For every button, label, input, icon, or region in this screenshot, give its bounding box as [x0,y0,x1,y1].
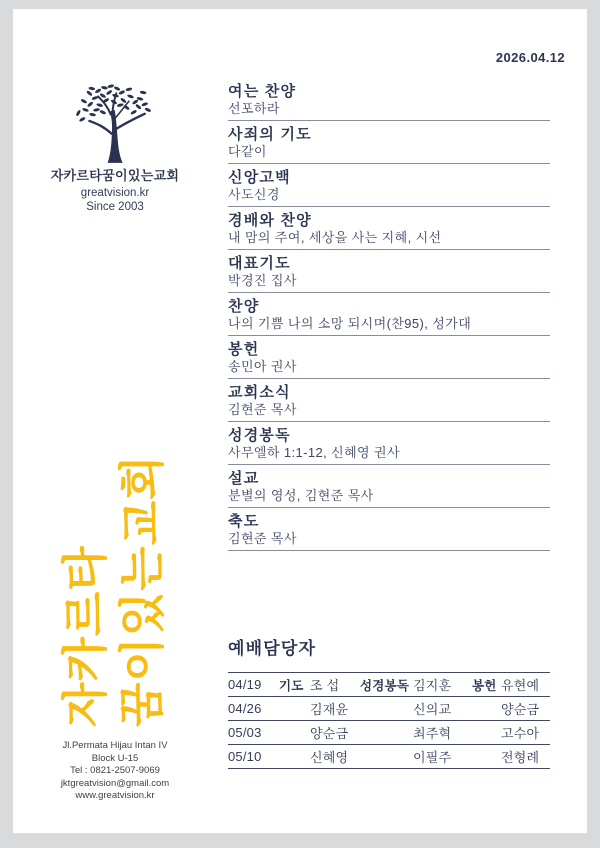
order-item-title: 경배와 찬양 [228,212,312,229]
order-item [228,422,550,465]
order-item-detail: 사도신경 [228,187,280,202]
order-item-detail: 나의 기쁨 나의 소망 되시며(찬95), 성가대 [228,316,472,331]
duty-date: 05/10 [228,749,262,764]
order-item-detail: 다같이 [228,144,267,159]
duty-name: 조 섭 [310,678,340,693]
order-item-detail: 분별의 영성, 김현준 목사 [228,488,374,503]
order-item [228,164,550,207]
order-item-detail: 선포하라 [228,101,280,116]
order-item-title: 대표기도 [228,255,291,272]
order-item [228,207,550,250]
order-item-title: 축도 [228,513,260,530]
order-item [228,121,550,164]
vertical-church-name-line1: 자카르타 [59,545,111,727]
order-item-title: 찬양 [228,298,260,315]
duty-name: 유현예 [501,678,540,693]
order-item-title: 성경봉독 [228,427,291,444]
church-logo [30,83,200,214]
duty-date: 04/19 [228,677,262,692]
order-item [228,508,550,551]
order-item-detail: 송민아 권사 [228,359,297,374]
duty-name: 고수아 [501,726,540,741]
order-item-detail: 내 맘의 주여, 세상을 사는 지혜, 시선 [228,230,442,245]
order-item [228,78,550,121]
duty-name: 양순금 [310,726,349,741]
order-of-worship-list [228,78,550,551]
duty-name: 양순금 [501,702,540,717]
duty-label-prayer: 기도 [279,678,304,693]
address-line-1: Jl.Permata Hijau Intan IV [62,740,168,751]
vertical-church-name [57,427,171,727]
duty-label-offering: 봉헌 [472,678,497,693]
order-item [228,379,550,422]
order-item-detail: 사무엘하 1:1-12, 신혜영 권사 [228,445,400,460]
order-item-detail: 박경진 집사 [228,273,297,288]
duty-name: 이필주 [413,750,452,765]
duty-name: 신의교 [413,702,452,717]
duty-roster-title: 예배담당자 [228,639,317,658]
duty-roster-section [228,639,550,769]
duty-name: 김재윤 [310,702,349,717]
order-item-detail: 김현준 목사 [228,531,297,546]
logo-church-name: 자카르타꿈이있는교회 [50,168,180,183]
duty-name: 김지훈 [413,678,452,693]
address-line-2: Block U-15 [91,752,139,764]
order-item [228,293,550,336]
order-item [228,465,550,508]
order-item-title: 사죄의 기도 [228,126,312,143]
order-item-title: 설교 [228,470,260,487]
table-row [228,697,550,721]
duty-roster-table [228,672,550,769]
order-item-detail: 김현준 목사 [228,402,297,417]
website-url: www.greatvision.kr [75,790,155,801]
order-item [228,336,550,379]
logo-website: greatvision.kr [80,187,150,199]
bulletin-date: 2026.04.12 [495,50,565,65]
email-address: jktgreatvision@gmail.com [60,777,170,789]
order-item-title: 봉헌 [228,341,260,358]
duty-label-scripture: 성경봉독 [360,678,410,693]
order-item-title: 교회소식 [228,384,291,401]
phone-number: Tel : 0821-2507-9069 [70,765,160,776]
duty-date: 05/03 [228,725,262,740]
table-row [228,745,550,769]
table-row [228,673,550,697]
order-item-title: 여는 찬양 [228,83,297,100]
table-row [228,721,550,745]
duty-date: 04/26 [228,701,262,716]
logo-since: Since 2003 [86,201,144,213]
duty-name: 최주혁 [413,726,452,741]
order-item-title: 신앙고백 [228,169,291,186]
duty-name: 전형례 [501,750,540,765]
duty-name: 신혜영 [310,750,349,765]
church-logo-tree-icon [68,83,163,166]
church-address-block [30,740,200,803]
bulletin-page [13,9,587,833]
vertical-church-name-line2: 꿈이있는교회 [116,454,168,727]
order-item [228,250,550,293]
